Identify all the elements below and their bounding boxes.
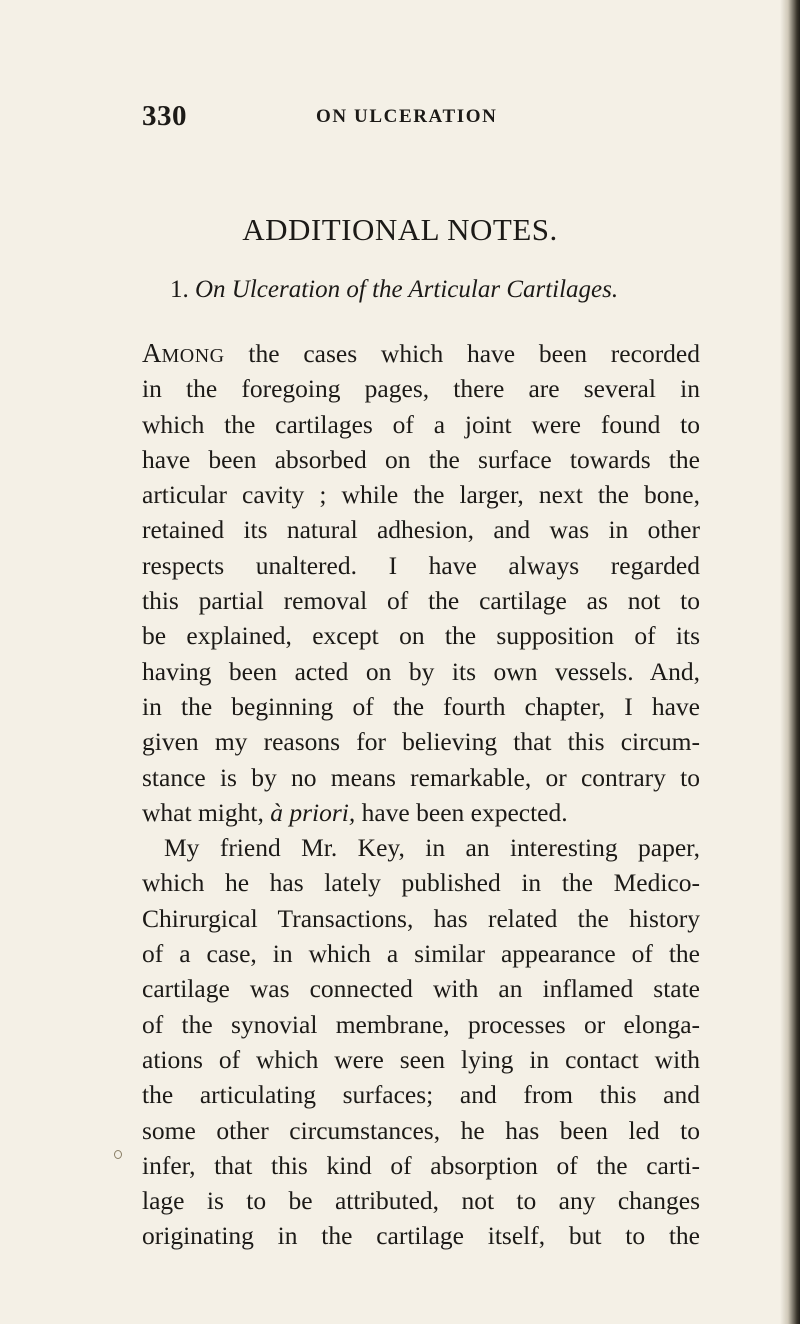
text-line: some other circumstances, he has been led to bbox=[142, 1115, 700, 1145]
text-line: articular cavity ; while the larger, next the bone, bbox=[142, 480, 700, 510]
text-line: having been acted on by its own vessels. And, bbox=[142, 656, 700, 686]
text-line: My friend Mr. Key, in an interesting paper, bbox=[164, 833, 700, 863]
text-line bbox=[142, 336, 700, 371]
small-caps-rest: MONG bbox=[161, 345, 225, 367]
text-line: in the beginning of the fourth chapter, I have bbox=[142, 691, 700, 721]
running-head bbox=[142, 100, 702, 140]
italic-phrase: à priori, bbox=[270, 797, 356, 827]
text-line: of a case, in which a similar appearance of the bbox=[142, 939, 700, 969]
page-number: 330 bbox=[142, 100, 187, 132]
page-edge-shadow bbox=[780, 0, 800, 1324]
paper-speck bbox=[114, 1150, 122, 1159]
text-line: infer, that this kind of absorption of the carti- bbox=[142, 1150, 700, 1180]
running-title: ON ULCERATION bbox=[316, 106, 498, 127]
text-line: be explained, except on the supposition of its bbox=[142, 621, 700, 651]
subsection-title: On Ulceration of the Articular Cartilages. bbox=[195, 276, 619, 303]
text-line: cartilage was connected with an inflamed state bbox=[142, 974, 700, 1004]
text-line: which the cartilages of a joint were found to bbox=[142, 409, 700, 439]
text-line: Chirurgical Transactions, has related the history bbox=[142, 903, 700, 933]
text-line: retained its natural adhesion, and was in other bbox=[142, 515, 700, 545]
text-line: have been absorbed on the surface towards the bbox=[142, 444, 700, 474]
text-line: originating in the cartilage itself, but to the bbox=[142, 1221, 700, 1251]
text-line: this partial removal of the cartilage as not to bbox=[142, 586, 700, 616]
body-text bbox=[142, 336, 700, 1254]
line-text: what might, bbox=[142, 797, 271, 827]
text-line: given my reasons for believing that this circum- bbox=[142, 727, 700, 757]
text-line: which he has lately published in the Medico- bbox=[142, 868, 700, 898]
text-line: ations of which were seen lying in contact with bbox=[142, 1044, 700, 1074]
line-text: the cases which have been recorded bbox=[224, 339, 700, 368]
text-line: of the synovial membrane, processes or elonga- bbox=[142, 1009, 700, 1039]
text-line: in the foregoing pages, there are several in bbox=[142, 374, 700, 404]
small-caps-initial: A bbox=[142, 338, 162, 368]
text-line: respects unaltered. I have always regarded bbox=[142, 550, 700, 580]
subsection-number: 1. bbox=[170, 276, 189, 303]
line-text: have been expected. bbox=[355, 797, 568, 827]
text-line: lage is to be attributed, not to any changes bbox=[142, 1186, 700, 1216]
text-line: stance is by no means remarkable, or contrary to bbox=[142, 762, 700, 792]
text-line: the articulating surfaces; and from this and bbox=[142, 1080, 700, 1110]
subsection-heading bbox=[170, 276, 618, 304]
section-title: ADDITIONAL NOTES. bbox=[242, 212, 558, 247]
text-line bbox=[142, 795, 700, 830]
